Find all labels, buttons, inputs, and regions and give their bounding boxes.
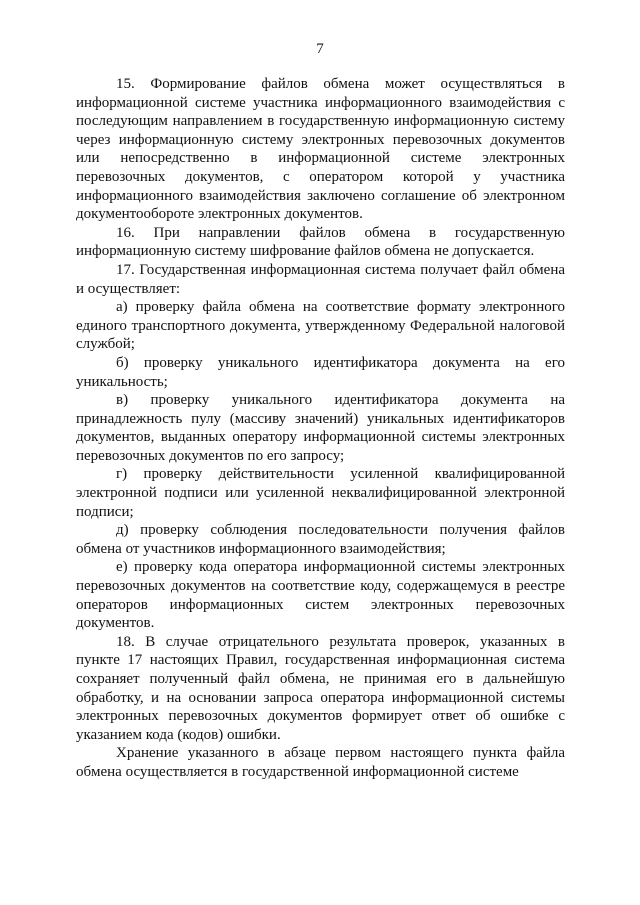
paragraph-17-v: в) проверку уникального идентификатора документа на принадлежность пулу (массиву значений) уникальных идентификаторов документов, выданных оператору информационной системы электронных перевозочных документов по его запросу; [76, 392, 565, 464]
paragraph-17-e: е) проверку кода оператора информационной системы электронных перевозочных документов на соответствие коду, содержащемуся в реестре операторов информационных систем электронных перевозочных документов. [76, 559, 565, 632]
paragraph-17: 17. Государственная информационная система получает файл обмена и осуществляет: [76, 261, 565, 297]
page-number: 7 [316, 41, 324, 57]
paragraph-17-a: а) проверку файла обмена на соответствие формату электронного единого транспортного документа, утвержденному Федеральной налоговой службой; [76, 299, 565, 353]
paragraph-15: 15. Формирование файлов обмена может осуществляться в информационной системе участника информационного взаимодействия с последующим направлением в государственную информационную систему через информационную систему электронных перевозочных документов или непосредственно в информационной системе электронных перевозочных документов, с оператором которой у участника информационного взаимодействия заключено соглашение об электронном документообороте электронных документов. [76, 76, 565, 223]
paragraph-18-storage: Хранение указанного в абзаце первом настоящего пункта файла обмена осуществляется в государственной информационной системе [76, 745, 565, 780]
paragraph-18: 18. В случае отрицательного результата проверок, указанных в пункте 17 настоящих Правил, государственная информационная система сохраняет полученный файл обмена, не принимая его в дальнейшую обработку, и на основании запроса оператора информационной системы электронных перевозочных документов формирует ответ об ошибке с указанием кода (кодов) ошибки. [76, 633, 565, 743]
paragraph-17-b: б) проверку уникального идентификатора документа на его уникальность; [76, 354, 565, 390]
paragraph-17-d: д) проверку соблюдения последовательности получения файлов обмена от участников информационного взаимодействия; [76, 522, 565, 557]
paragraph-16: 16. При направлении файлов обмена в государственную информационную систему шифрование файлов обмена не допускается. [76, 224, 565, 260]
document-body [76, 75, 565, 782]
paragraph-17-g: г) проверку действительности усиленной квалифицированной электронной подписи или усиленной неквалифицированной электронной подписи; [76, 466, 565, 520]
